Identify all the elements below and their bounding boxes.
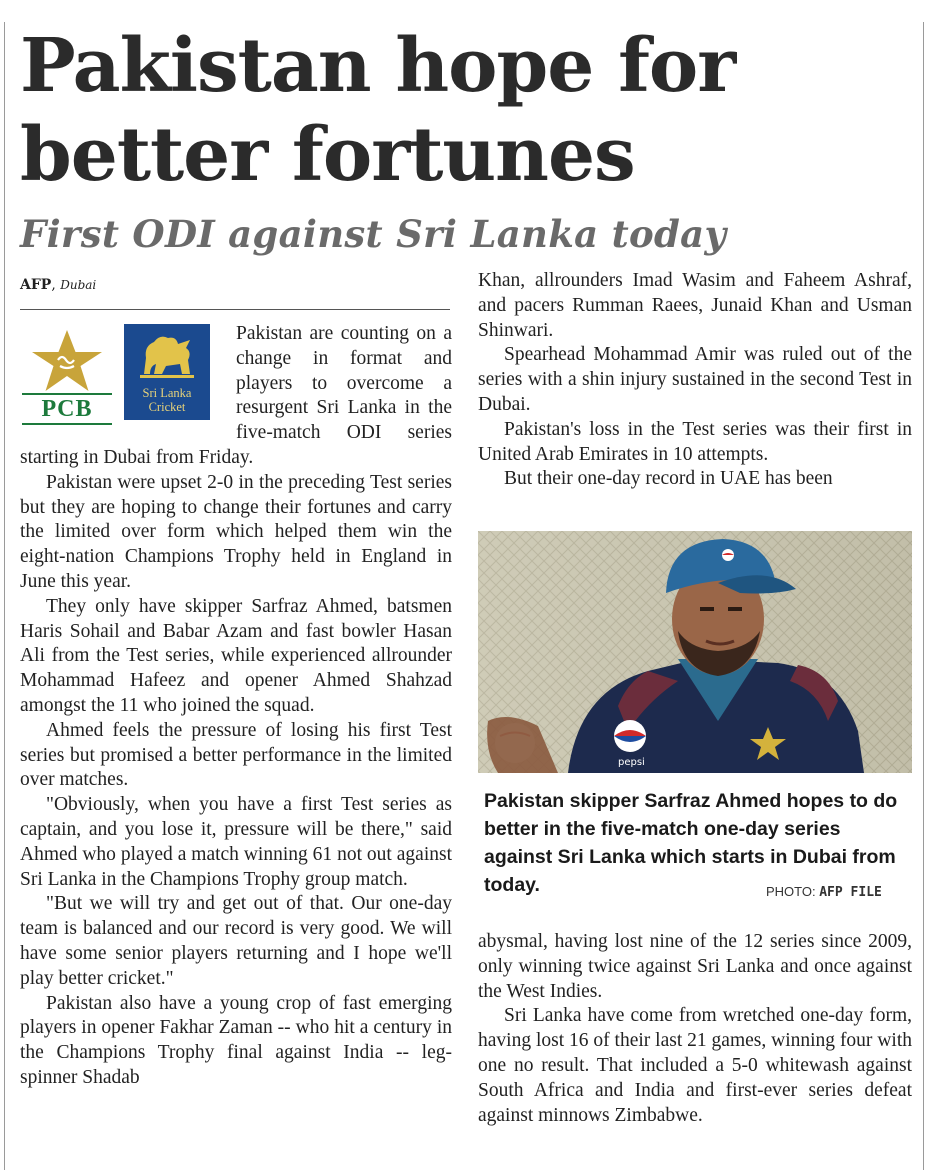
- pcb-logo-text: PCB: [22, 393, 112, 425]
- sri-lanka-cricket-logo: [124, 324, 210, 420]
- byline-place: Dubai: [60, 278, 97, 292]
- slc-logo-line-1: Sri Lanka: [142, 386, 192, 400]
- paragraph-3: They only have skipper Sarfraz Ahmed, batsmen Haris Sohail and Babar Azam and fast bowler Hasan Ali from the Test series, while experienced allrounder Mohammad Hafeez and opener Ahmed Shahzad amongst the 11 who joined the squad.: [20, 595, 452, 716]
- pcb-logo: [22, 330, 112, 422]
- paragraph-8: Spearhead Mohammad Amir was ruled out of the series with a shin injury sustained in the second Test in Dubai.: [478, 344, 912, 415]
- byline-agency: AFP: [20, 277, 52, 293]
- paragraph-10-continued: abysmal, having lost nine of the 12 series since 2009, only winning twice against Sri Lanka and once against the West Indies.: [478, 931, 912, 1002]
- paragraph-11: Sri Lanka have come from wretched one-day form, having lost 16 of their last 21 games, winning four with one no result. That included a 5-0 whitewash against South Africa and India and first-ever series defeat against minnows Zimbabwe.: [478, 1005, 912, 1126]
- lion-icon: [136, 330, 198, 380]
- pcb-star-icon: [30, 330, 104, 392]
- paragraph-9: Pakistan's loss in the Test series was their first in United Arab Emirates in 10 attempts.: [478, 418, 912, 465]
- right-column-rule: [923, 22, 924, 1170]
- pepsi-brand-text: pepsi: [618, 757, 645, 768]
- slc-logo-line-2: Cricket: [148, 400, 186, 414]
- photo-credit-source: AFP FILE: [819, 885, 882, 900]
- paragraph-6: "But we will try and get out of that. Our one-day team is balanced and our record is very good. We will have some senior players returning and I hope we'll play better cricket.": [20, 893, 452, 989]
- left-column-rule: [4, 22, 5, 1170]
- subheadline: First ODI against Sri Lanka today: [20, 212, 727, 256]
- column-2: [478, 269, 912, 492]
- player-photo-image: [478, 531, 912, 773]
- column-1: [20, 322, 452, 1170]
- column-2-lower: [478, 930, 912, 1128]
- player-photo: [478, 531, 912, 773]
- headline: Pakistan hope for better fortunes: [20, 23, 736, 198]
- photo-credit: [766, 883, 882, 902]
- paragraph-1: Pakistan are counting on a change in format and players to overcome a resurgent Sri Lanka in the five-match ODI series starting in Dubai from Friday.: [20, 323, 452, 468]
- paragraph-10: But their one-day record in UAE has been: [504, 468, 833, 490]
- byline: AFP, Dubai: [20, 277, 97, 293]
- column-divider: [20, 309, 450, 310]
- photo-credit-label: PHOTO:: [766, 884, 816, 899]
- paragraph-4: Ahmed feels the pressure of losing his first Test series but promised a better performance in the limited over matches.: [20, 719, 452, 791]
- paragraph-7-continued: Khan, allrounders Imad Wasim and Faheem Ashraf, and pacers Rumman Raees, Junaid Khan and Usman Shinwari.: [478, 270, 912, 341]
- photo-caption: Pakistan skipper Sarfraz Ahmed hopes to do better in the five-match one-day series against Sri Lanka which starts in Dubai from today.: [484, 790, 898, 896]
- paragraph-2: Pakistan were upset 2-0 in the preceding Test series but they are hoping to change their fortunes and carry the limited over form which helped them win the eight-nation Champions Trophy held in England in June this year.: [20, 471, 452, 592]
- team-logos: [20, 322, 230, 430]
- paragraph-7: Pakistan also have a young crop of fast emerging players in opener Fakhar Zaman -- who hit a century in the Champions Trophy final against India -- leg-spinner Shadab: [20, 992, 452, 1088]
- paragraph-5: "Obviously, when you have a first Test series as captain, and you lose it, pressure will be there," said Ahmed who played a match winning 61 not out against Sri Lanka in the Champions Trophy group match.: [20, 794, 452, 890]
